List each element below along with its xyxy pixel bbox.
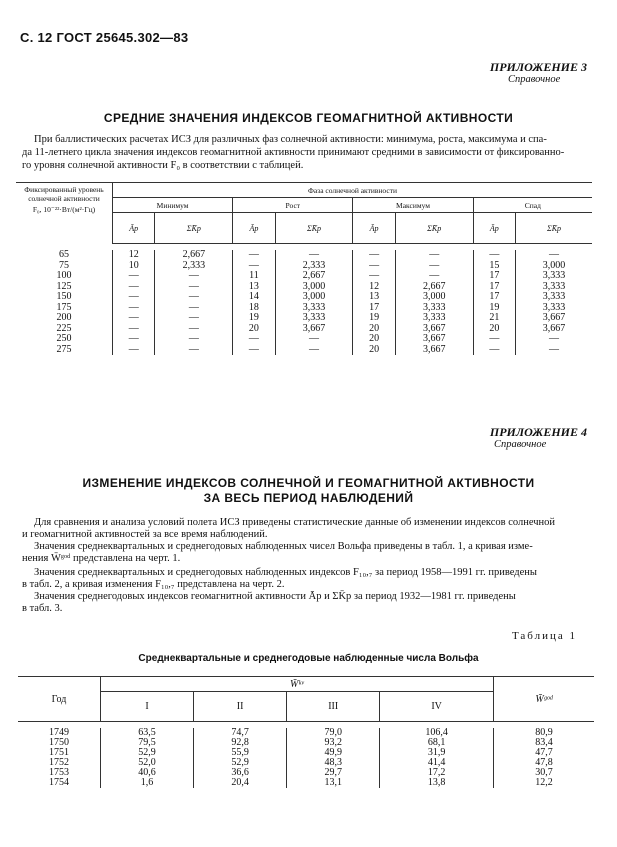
table-cell: 3,000 (275, 282, 353, 293)
table-cell: 41,4 (380, 758, 494, 768)
table-cell: 20 (353, 324, 395, 335)
section-1-title: СРЕДНИЕ ЗНАЧЕНИЯ ИНДЕКСОВ ГЕОМАГНИТНОЙ АКТИВНОСТИ (103, 111, 514, 125)
table-cell: 14 (233, 292, 275, 303)
table-cell: 30,7 (494, 768, 595, 778)
table-cell: — (395, 261, 473, 272)
table-cell: 20 (233, 324, 275, 335)
table-cell: 52,9 (194, 758, 287, 768)
section-2-p1-line-1: Для сравнения и анализа условий полета ИСЗ приведены статистические данные об изменении индексов солнечной (34, 517, 556, 528)
phase-growth: Рост (233, 198, 353, 213)
table-cell: 106,4 (380, 728, 494, 738)
table-cell: 49,9 (287, 748, 380, 758)
table-cell: 52,0 (101, 758, 194, 768)
table-cell: — (155, 303, 233, 314)
col-year-avg: W̄ᵍᵒᵈ (494, 677, 595, 722)
table-cell: 19 (473, 303, 515, 314)
table-cell: — (353, 250, 395, 261)
phase-minimum: Минимум (113, 198, 233, 213)
phase-decline: Спад (473, 198, 592, 213)
row-label: 250 (56, 333, 72, 344)
table-cell: — (155, 292, 233, 303)
table-cell: — (113, 313, 155, 324)
stub-header (16, 183, 113, 244)
table-cell: 3,333 (395, 313, 473, 324)
table-cell: 3,667 (275, 324, 353, 335)
section-1-line-1: При баллистических расчетах ИСЗ для различных фаз солнечной активности: минимума, роста, максимума и спа- (34, 134, 547, 145)
col-year: Год (18, 677, 101, 722)
table-cell: 40,6 (101, 768, 194, 778)
table-cell: 68,1 (380, 738, 494, 748)
col-ap: Āp (473, 213, 515, 244)
table-cell: — (516, 345, 592, 356)
table-cell: 36,6 (194, 768, 287, 778)
row-label: 175 (56, 301, 72, 313)
table-cell: — (395, 271, 473, 282)
table-row (16, 292, 592, 303)
table-cell: 2,667 (155, 250, 233, 261)
table-cell: 29,7 (287, 768, 380, 778)
table-cell: — (473, 345, 515, 356)
table-cell: 21 (473, 313, 515, 324)
col-ap: Āp (113, 213, 155, 244)
table-cell: 3,000 (395, 292, 473, 303)
table-cell: 52,9 (101, 748, 194, 758)
table-cell: 3,667 (395, 345, 473, 356)
table-cell: — (353, 271, 395, 282)
table-cell: — (275, 345, 353, 356)
col-q3: III (287, 692, 380, 722)
table-cell: 3,333 (395, 303, 473, 314)
table-cell: 47,8 (494, 758, 595, 768)
appendix-4-note: Справочное (494, 439, 547, 450)
table-row (16, 271, 592, 282)
table-row (16, 250, 592, 261)
geomagnetic-index-table (16, 182, 592, 355)
col-ap: Āp (353, 213, 395, 244)
table-cell: 2,333 (275, 261, 353, 272)
table-cell: 2,333 (155, 261, 233, 272)
row-label: 1749 (49, 727, 69, 738)
table-row (18, 728, 594, 738)
row-label: 150 (56, 291, 72, 302)
table-cell: 17 (353, 303, 395, 314)
table-row (16, 324, 592, 335)
row-label: 1752 (49, 757, 69, 768)
table-cell: 20 (353, 345, 395, 356)
table-cell: 3,333 (275, 313, 353, 324)
table-cell: 18 (233, 303, 275, 314)
table-cell: 2,667 (395, 282, 473, 293)
table-cell: 48,3 (287, 758, 380, 768)
table-cell: 2,667 (275, 271, 353, 282)
table-cell: — (113, 282, 155, 293)
table-cell: 3,000 (516, 261, 592, 272)
row-label: 225 (56, 322, 72, 334)
appendix-3-label: ПРИЛОЖЕНИЕ 3 (489, 60, 587, 74)
table-cell: — (113, 334, 155, 345)
table-cell: 3,667 (516, 324, 592, 335)
table-row (18, 758, 594, 768)
table-cell: 12 (113, 250, 155, 261)
table-row (16, 334, 592, 345)
table-2-label: Таблица 1 (511, 630, 577, 642)
appendix-3-note: Справочное (508, 74, 561, 85)
appendix-4-label: ПРИЛОЖЕНИЕ 4 (489, 425, 587, 439)
table-cell: 93,2 (287, 738, 380, 748)
table-row (18, 748, 594, 758)
table-cell: — (516, 250, 592, 261)
table-cell: 17 (473, 292, 515, 303)
table-cell: — (473, 334, 515, 345)
col-kp: ΣK̄p (395, 213, 473, 244)
table-cell: — (233, 261, 275, 272)
table-cell: — (233, 345, 275, 356)
table-cell: 79,5 (101, 738, 194, 748)
section-2-p3-line-1: Значения среднеквартальных и среднегодовых наблюденных индексов F₁₀,₇ за период 1958—1991 гг. приведены (34, 567, 537, 578)
table-cell: 1,6 (101, 778, 194, 788)
table-cell: 17 (473, 282, 515, 293)
table-cell: 92,8 (194, 738, 287, 748)
stub-header-unit: F₀, 10⁻²²·Вт/(м²·Гц) (32, 205, 96, 214)
row-label: 1750 (49, 737, 69, 748)
table-cell: 47,7 (494, 748, 595, 758)
table-cell: 3,333 (516, 282, 592, 293)
table-cell: 63,5 (101, 728, 194, 738)
table-cell: 3,333 (516, 271, 592, 282)
phase-header: Фаза солнечной активности (113, 183, 593, 198)
table-cell: 12,2 (494, 778, 595, 788)
table-2-body (18, 728, 594, 788)
col-kp: ΣK̄p (155, 213, 233, 244)
table-cell: — (155, 324, 233, 335)
col-q1: I (101, 692, 194, 722)
table-cell: 20 (353, 334, 395, 345)
page-header: С. 12 ГОСТ 25645.302—83 (20, 30, 189, 45)
table-cell: — (113, 303, 155, 314)
section-2-p1-line-2: и геомагнитной активностей за все время наблюдений. (22, 529, 268, 540)
row-label: 275 (56, 343, 72, 355)
section-2-title-line-2: ЗА ВЕСЬ ПЕРИОД НАБЛЮДЕНИЙ (203, 491, 414, 505)
col-q4: IV (380, 692, 494, 722)
col-kp: ΣK̄p (516, 213, 592, 244)
table-cell: 13,8 (380, 778, 494, 788)
table-row (16, 313, 592, 324)
row-label: 100 (56, 270, 72, 281)
table-cell: — (155, 271, 233, 282)
table-cell: 20 (473, 324, 515, 335)
table-cell: 80,9 (494, 728, 595, 738)
table-cell: 19 (233, 313, 275, 324)
section-2-p2-line-2: нения W̄ᵍᵒᵈ представлена на черт. 1. (22, 553, 181, 564)
table-cell: 79,0 (287, 728, 380, 738)
table-cell: — (155, 345, 233, 356)
table-cell: 13,1 (287, 778, 380, 788)
table-cell: 3,333 (275, 303, 353, 314)
table-row (16, 345, 592, 356)
table-cell: — (233, 250, 275, 261)
table-cell: 31,9 (380, 748, 494, 758)
table-cell: — (473, 250, 515, 261)
table-cell: 20,4 (194, 778, 287, 788)
table-cell: — (516, 334, 592, 345)
table-row (18, 738, 594, 748)
table-cell: 13 (233, 282, 275, 293)
table-cell: 13 (353, 292, 395, 303)
section-2-p4-line-2: в табл. 3. (22, 603, 63, 614)
table-cell: — (353, 261, 395, 272)
table-cell: — (155, 313, 233, 324)
table-cell: 17,2 (380, 768, 494, 778)
table-cell: — (395, 250, 473, 261)
phase-maximum: Максимум (353, 198, 473, 213)
table-cell: 3,000 (275, 292, 353, 303)
wolf-numbers-table (18, 676, 594, 788)
table-2-caption: Среднеквартальные и среднегодовые наблюденные числа Вольфа (138, 653, 479, 664)
table-cell: 3,333 (516, 292, 592, 303)
table-row (18, 768, 594, 778)
section-2-p4-line-1: Значения среднегодовых индексов геомагнитной активности Āp и ΣK̄p за период 1932—1981 гг. приведены (34, 591, 516, 602)
table-cell: — (113, 324, 155, 335)
table-cell: 74,7 (194, 728, 287, 738)
row-label: 1753 (49, 767, 69, 778)
col-kp: ΣK̄p (275, 213, 353, 244)
col-quarterly-group: W̄ᵏᵛ (101, 677, 494, 692)
table-cell: — (113, 292, 155, 303)
table-cell: 3,333 (516, 303, 592, 314)
row-label: 200 (56, 312, 72, 323)
row-label: 75 (59, 259, 69, 271)
table-cell: 55,9 (194, 748, 287, 758)
section-1-line-3: го уровня солнечной активности F₀ в соответствии с таблицей. (22, 160, 304, 171)
table-cell: — (113, 271, 155, 282)
table-row (18, 778, 594, 788)
section-2-p3-line-2: в табл. 2, а кривая изменения F₁₀,₇ представлена на черт. 2. (22, 579, 285, 590)
table-cell: 19 (353, 313, 395, 324)
row-label: 1751 (49, 747, 69, 758)
table-cell: 17 (473, 271, 515, 282)
table-cell: 3,667 (516, 313, 592, 324)
section-1-line-2: да 11-летнего цикла значения индексов геомагнитной активности принимают средними в зависимости от фиксированно- (22, 147, 565, 158)
table-cell: — (275, 250, 353, 261)
col-q2: II (194, 692, 287, 722)
row-label: 65 (59, 249, 69, 260)
table-cell: — (155, 334, 233, 345)
col-ap: Āp (233, 213, 275, 244)
section-2-p2-line-1: Значения среднеквартальных и среднегодовых наблюденных чисел Вольфа приведены в табл. 1, а кривая изме- (34, 541, 533, 552)
table-cell: 11 (233, 271, 275, 282)
section-2-title-line-1: ИЗМЕНЕНИЕ ИНДЕКСОВ СОЛНЕЧНОЙ И ГЕОМАГНИТНОЙ АКТИВНОСТИ (82, 476, 535, 490)
table-cell: — (155, 282, 233, 293)
table-cell: — (113, 345, 155, 356)
table-cell: 12 (353, 282, 395, 293)
table-cell: 3,667 (395, 324, 473, 335)
table-cell: 10 (113, 261, 155, 272)
table-cell: 15 (473, 261, 515, 272)
stub-header-text: Фиксированный уровень солнечной активности (24, 185, 104, 203)
table-1-body (16, 250, 592, 355)
table-cell: — (233, 334, 275, 345)
table-cell: 83,4 (494, 738, 595, 748)
table-cell: 3,667 (395, 334, 473, 345)
row-label: 1754 (49, 777, 69, 788)
table-cell: — (275, 334, 353, 345)
row-label: 125 (56, 280, 72, 292)
